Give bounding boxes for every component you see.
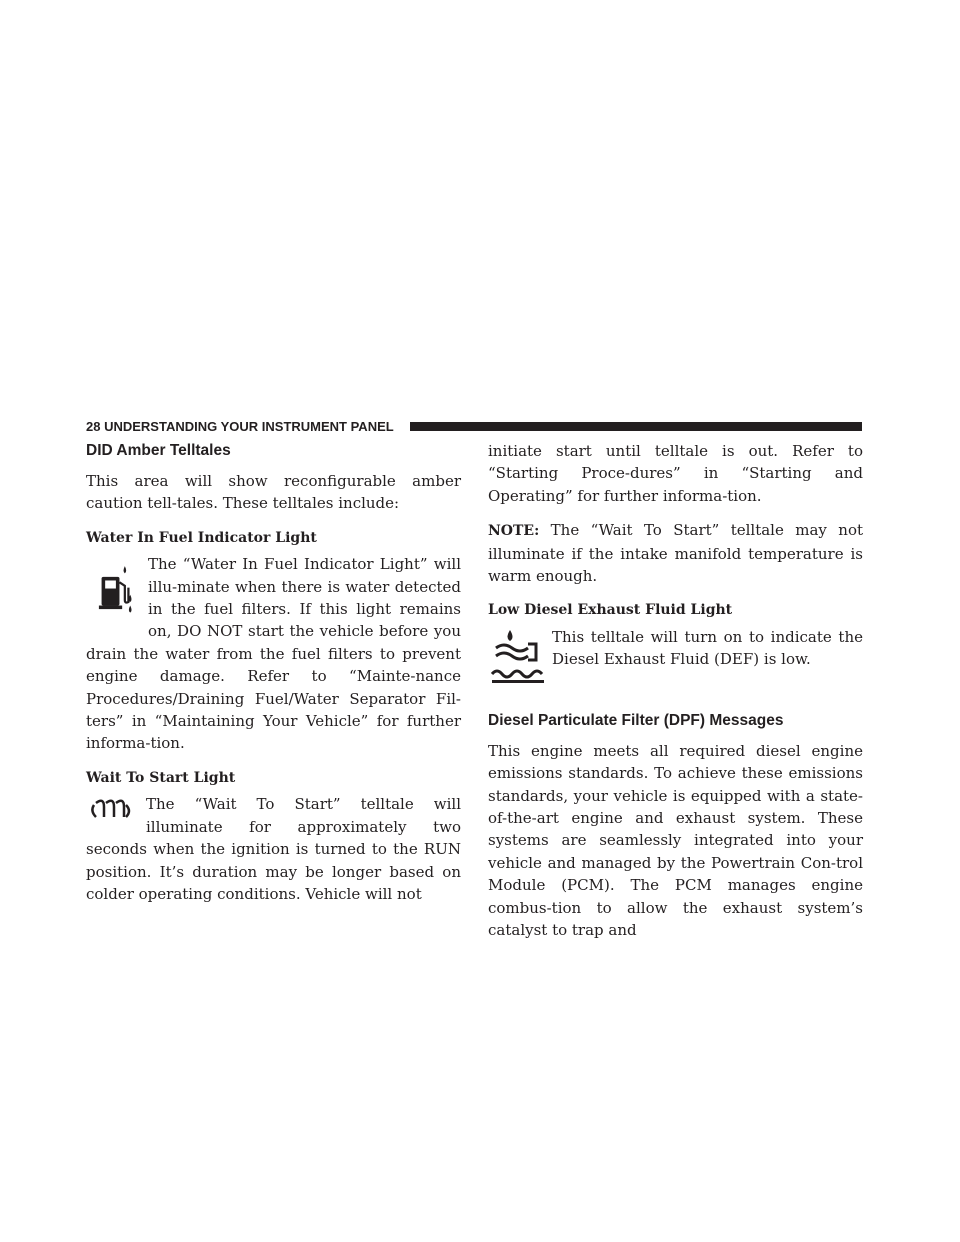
wait-to-start-block [86, 793, 461, 905]
page-header-label: 28 UNDERSTANDING YOUR INSTRUMENT PANEL [86, 419, 394, 434]
wait-to-start-continued: initiate start until telltale is out. Refer to “Starting Proce-dures” in “Starting and Operating” for further informa-tion. [488, 442, 863, 505]
note-paragraph [488, 519, 863, 587]
def-block [488, 626, 863, 688]
section-heading-amber-telltales: DID Amber Telltales [86, 442, 231, 459]
section-heading-dpf: Diesel Particulate Filter (DPF) Messages [488, 711, 784, 729]
def-body: This telltale will turn on to indicate the Diesel Exhaust Fluid (DEF) is low. [552, 627, 863, 669]
note-text: The “Wait To Start” telltale may not illuminate if the intake manifold temperature is warm enough. [488, 521, 864, 586]
wait-to-start-title: Wait To Start Light [86, 769, 236, 786]
water-in-fuel-title: Water In Fuel Indicator Light [86, 529, 317, 546]
water-in-fuel-body: The “Water In Fuel Indicator Light” will illu-minate when there is water detected in the fuel filters. If this light remains on, DO NOT start the vehicle before you drain the water from the fuel filters to prevent engine damage. Refer to “Mainte-nance Procedures/Draining Fuel/Water Separator Fil-ters” in “Maintaining Your Vehicle” for further informa-tion. [86, 555, 461, 753]
wait-to-start-icon [86, 795, 142, 835]
water-in-fuel-block [86, 553, 461, 755]
right-column [488, 440, 863, 942]
left-column [86, 440, 461, 905]
diesel-exhaust-fluid-icon [488, 626, 548, 686]
note-label: NOTE: [488, 523, 540, 540]
header-rule [410, 422, 862, 431]
wait-to-start-body: The “Wait To Start” telltale will illuminate for approximately two seconds when the ignition is turned to the RUN position. It’s duration may be longer based on colder operating conditions. Vehicle will not [86, 795, 461, 903]
intro-paragraph: This area will show reconfigurable amber caution tell-tales. These telltales include: [86, 472, 461, 513]
page-header [86, 416, 862, 436]
def-title: Low Diesel Exhaust Fluid Light [488, 602, 733, 619]
dpf-body: This engine meets all required diesel engine emissions standards. To achieve these emissions standards, your vehicle is equipped with a state-of-the-art engine and exhaust system. These systems are seamlessly integrated into your vehicle and managed by the Powertrain Con-trol Module (PCM). The PCM manages engine combus-tion to allow the exhaust system’s catalyst to trap and [488, 741, 863, 940]
water-in-fuel-icon [86, 559, 144, 627]
